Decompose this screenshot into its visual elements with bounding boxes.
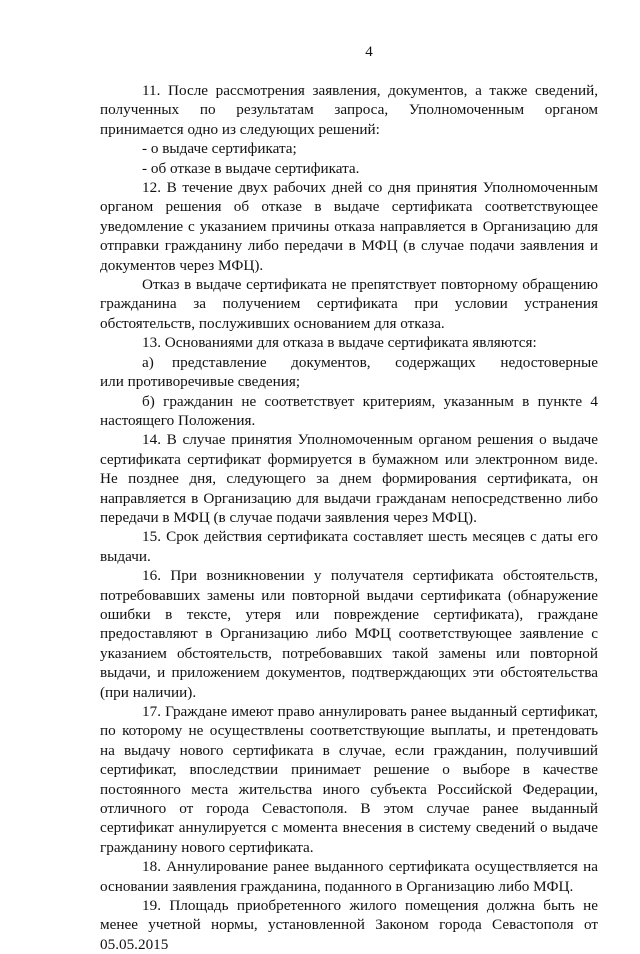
paragraph-13-item-a-continued: или противоречивые сведения; (100, 373, 301, 391)
paragraph-18: 18. Аннулирование ранее выданного сертификата осуществляется на основании заявления гражданина, поданного в Организацию либо МФЦ. (100, 858, 598, 895)
paragraph-16: 16. При возникновении у получателя сертификата обстоятельств, потребовавших замены или повторной выдачи сертификата (обнаружение ошибки в тексте, утеря или повреждение сертификата), граждане предоставляют в Организацию либо МФЦ соответствующее заявление с указанием обстоятельств, потребовавших такой замены или повторной выдачи, и приложением документов, подтверждающих эти обстоятельства (при наличии). (100, 567, 598, 701)
paragraph-12: 12. В течение двух рабочих дней со дня принятия Уполномоченным органом решения об отказе в выдаче сертификата соответствующее уведомление с указанием причины отказа направляется в Организацию для отправки гражданину либо передачи в МФЦ (в случае подачи заявления и документов через МФЦ). (100, 179, 598, 274)
paragraph-17: 17. Граждане имеют право аннулировать ранее выданный сертификат, по которому не осуществлены соответствующие выплаты, и претендовать на выдачу нового сертификата в случае, если гражданин, получивший сертификат, впоследствии принимает решение о выборе в качестве постоянного места жительства иного субъекта Российской Федерации, отличного от города Севастополя. В этом случае ранее выданный сертификат аннулируется с момента внесения в систему сведений о выдаче гражданину нового сертификата. (100, 703, 598, 856)
paragraph-13: 13. Основаниями для отказа в выдаче сертификата являются: (142, 334, 537, 352)
item-a-marker: а) (142, 353, 154, 371)
page-number: 4 (365, 44, 373, 60)
paragraph-14: 14. В случае принятия Уполномоченным органом решения о выдаче сертификата сертификат формируется в бумажном или электронном виде. Не позднее дня, следующего за днем формирования сертификата, он направляется в Организацию для выдачи гражданам непосредственно либо передачи в МФЦ (в случае подачи заявления через МФЦ). (100, 431, 598, 526)
paragraph-11-option-issue: - о выдаче сертификата; (142, 140, 297, 158)
paragraph-11: 11. После рассмотрения заявления, документов, а также сведений, полученных по результатам запроса, Уполномоченным органом принимается одно из следующих решений: (100, 82, 598, 138)
paragraph-19: 19. Площадь приобретенного жилого помещения должна быть не менее учетной нормы, установленной Законом города Севастополя от 05.05.2015 (100, 897, 598, 953)
paragraph-11-option-refuse: - об отказе в выдаче сертификата. (142, 159, 360, 177)
paragraph-13-item-a (100, 353, 598, 372)
item-a-text: представление документов, содержащих недостоверные (172, 353, 598, 371)
paragraph-15: 15. Срок действия сертификата составляет шесть месяцев с даты его выдачи. (100, 528, 598, 565)
paragraph-12-refusal-note: Отказ в выдаче сертификата не препятствует повторному обращению гражданина за получением сертификата при условии устранения обстоятельств, послуживших основанием для отказа. (100, 276, 598, 332)
paragraph-13-item-b: б) гражданин не соответствует критериям, указанным в пункте 4 настоящего Положения. (100, 392, 598, 429)
